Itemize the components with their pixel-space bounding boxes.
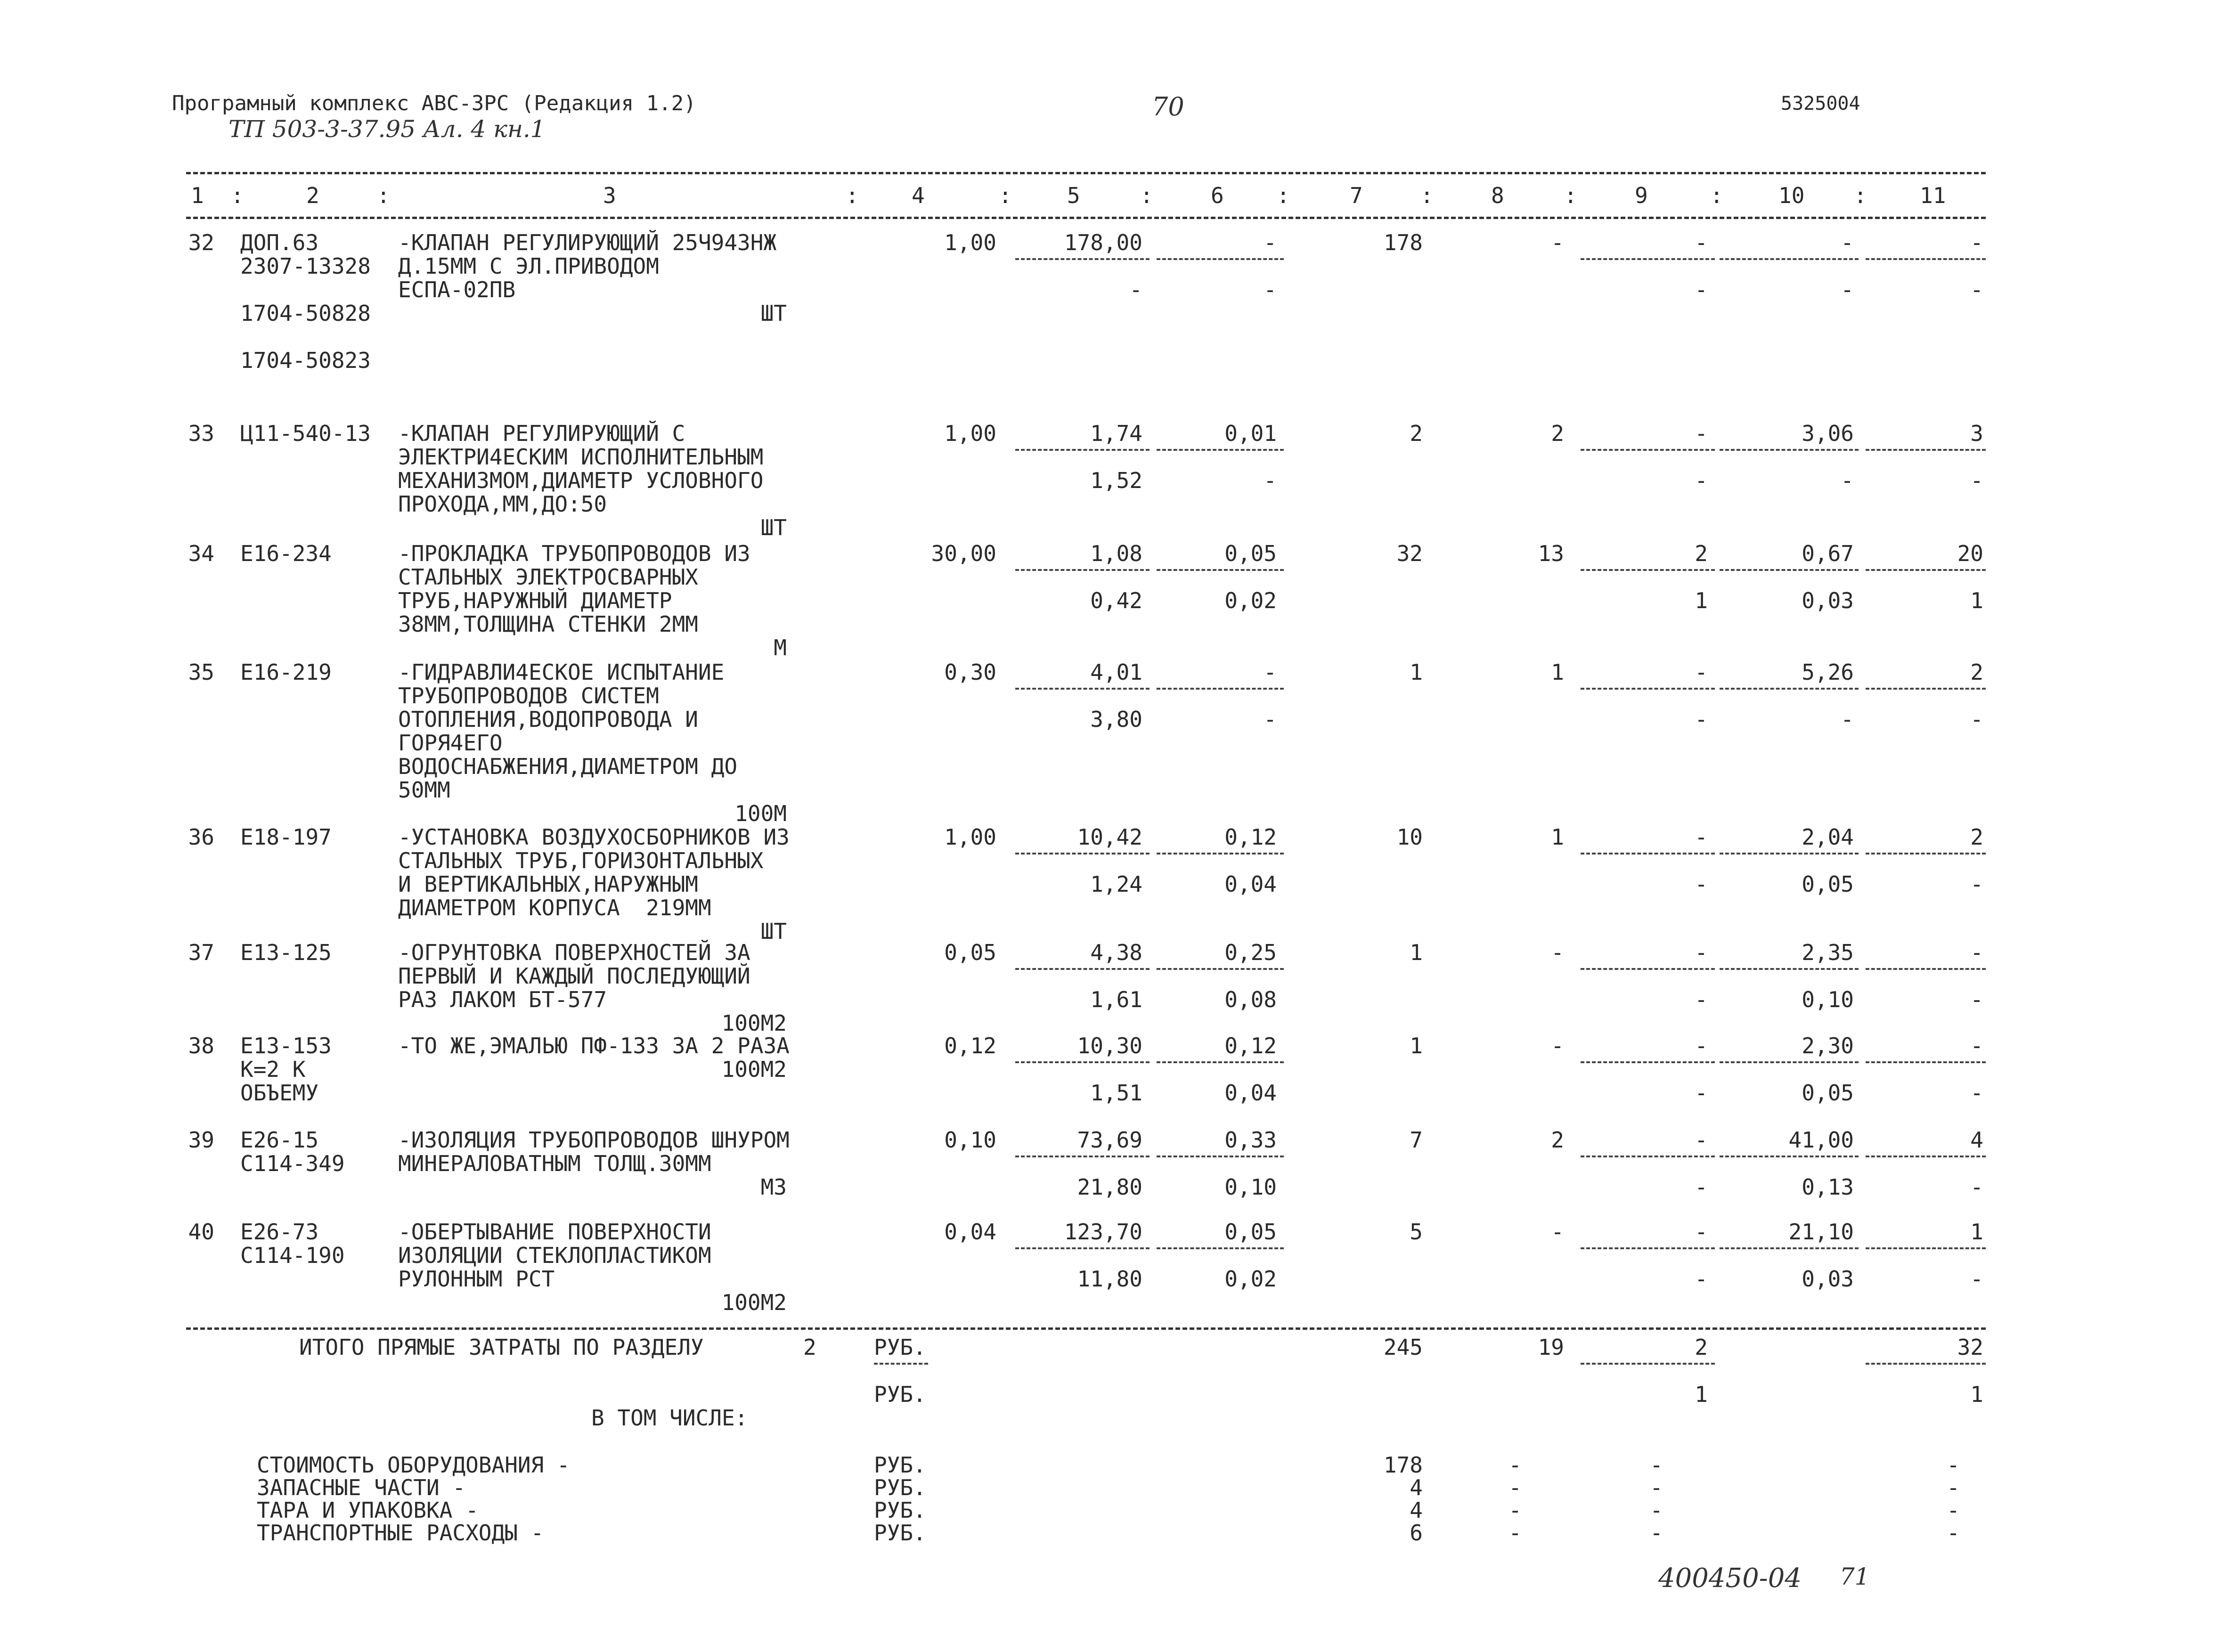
program-title: Програмный комплекс АВС-ЗРС (Редакция 1.2) xyxy=(172,91,696,115)
cell-divider xyxy=(1866,569,1986,571)
column-header-10: 10 xyxy=(1778,183,1805,208)
cell-unit-cost-wage: 1,51 xyxy=(1090,1080,1142,1106)
breakdown-labor: - xyxy=(1947,1497,1960,1523)
column-header-4: 4 xyxy=(912,183,925,208)
totals-label: ИТОГО ПРЯМЫЕ ЗАТРАТЫ ПО РАЗДЕЛУ xyxy=(299,1335,704,1360)
column-header-6: 6 xyxy=(1211,183,1224,208)
column-header-7: 7 xyxy=(1350,183,1363,208)
row-description: ЭЛЕКТРИ4ЕСКИМ ИСПОЛНИТЕЛЬНЫМ xyxy=(398,444,764,470)
cell-quantity: 0,30 xyxy=(944,659,996,685)
cell-operation-wage: - xyxy=(1695,1080,1708,1106)
row-description: ТРУБ,НАРУЖНЫЙ ДИАМЕТР xyxy=(398,588,672,613)
cell-labor-total: 4 xyxy=(1970,1127,1983,1153)
cell-labor-total: 3 xyxy=(1970,421,1983,446)
row-description: ОТОПЛЕНИЯ,ВОДОПРОВОДА И xyxy=(398,707,698,732)
column-header-2: 2 xyxy=(306,183,319,208)
cell-labor: 2,35 xyxy=(1802,940,1854,965)
page-number: 70 xyxy=(1152,92,1184,122)
row-unit: М xyxy=(774,635,787,660)
cell-machine-cost: - xyxy=(1264,230,1277,255)
breakdown-operation: - xyxy=(1650,1520,1663,1546)
cell-labor-total: 2 xyxy=(1970,659,1983,685)
cell-wages: 2 xyxy=(1551,421,1564,446)
cell-unit-cost-wage: 0,42 xyxy=(1090,588,1142,613)
cell-divider xyxy=(1866,258,1986,260)
cell-operation-wage: 1 xyxy=(1695,588,1708,613)
cell-divider xyxy=(1157,449,1284,451)
cell-unit-cost-wage: 21,80 xyxy=(1077,1174,1142,1200)
cell-quantity: 1,00 xyxy=(944,824,996,850)
cell-labor-total-machine: 1 xyxy=(1970,588,1983,613)
breakdown-cost: 4 xyxy=(1410,1475,1423,1500)
cell-wages: - xyxy=(1551,1219,1564,1245)
totals-unit: РУБ. xyxy=(874,1335,926,1360)
row-number: 33 xyxy=(188,421,214,446)
cell-unit-cost: 4,01 xyxy=(1090,659,1142,685)
totals-labor: 32 xyxy=(1957,1335,1983,1360)
cell-divider xyxy=(1720,449,1859,451)
row-unit: ШТ xyxy=(760,515,787,540)
row-number: 40 xyxy=(188,1219,214,1245)
breakdown-wages: - xyxy=(1508,1520,1522,1546)
cell-operation: - xyxy=(1695,1219,1708,1245)
row-description: -КЛАПАН РЕГУЛИРУЮЩИЙ 25Ч943НЖ xyxy=(398,230,777,255)
row-number: 35 xyxy=(188,659,214,685)
cell-divider xyxy=(1015,258,1150,260)
row-unit: 100М xyxy=(734,801,787,826)
breakdown-wages: - xyxy=(1508,1497,1522,1523)
cell-divider xyxy=(1866,968,1986,970)
cell-wages: - xyxy=(1551,1033,1564,1058)
cell-quantity: 0,10 xyxy=(944,1127,996,1153)
row-description: -ОБЕРТЫВАНИЕ ПОВЕРХНОСТИ xyxy=(398,1219,711,1245)
cell-unit-cost-wage: - xyxy=(1129,277,1142,302)
row-description: Д.15ММ С ЭЛ.ПРИВОДОМ xyxy=(398,253,659,279)
row-number: 36 xyxy=(188,824,214,850)
cell-unit-cost: 4,38 xyxy=(1090,940,1142,965)
breakdown-wages: - xyxy=(1508,1452,1522,1478)
row-unit: 100М2 xyxy=(721,1290,787,1315)
cell-labor-total-machine: - xyxy=(1970,468,1983,493)
cell-total-cost: 5 xyxy=(1410,1219,1423,1245)
cell-divider xyxy=(1720,1156,1859,1157)
cell-labor-machine: 0,03 xyxy=(1802,1266,1854,1292)
row-description: МЕХАНИЗМОМ,ДИАМЕТР УСЛОВНОГО xyxy=(398,468,764,493)
cell-divider xyxy=(1015,688,1150,690)
row-code: Е13-153 xyxy=(240,1033,332,1058)
row-code: Ц11-540-13 xyxy=(240,421,371,446)
cell-divider xyxy=(1015,1061,1150,1063)
cell-divider xyxy=(1015,1247,1150,1249)
column-separator: : xyxy=(1854,183,1867,208)
breakdown-label: ТАРА И УПАКОВКА - xyxy=(257,1497,479,1523)
totals-total-cost: 245 xyxy=(1383,1335,1423,1360)
totals-section-number: 2 xyxy=(803,1335,816,1360)
cell-labor: 3,06 xyxy=(1802,421,1854,446)
cell-labor-total-machine: - xyxy=(1970,1080,1983,1106)
cell-machine-cost-wage: - xyxy=(1264,707,1277,732)
cell-labor-total-machine: - xyxy=(1970,277,1983,302)
cell-machine-cost: 0,33 xyxy=(1224,1127,1277,1153)
cell-labor-machine: 0,10 xyxy=(1802,987,1854,1012)
cell-labor: - xyxy=(1841,230,1854,255)
row-description: ПЕРВЫЙ И КАЖДЫЙ ПОСЛЕДУЮЩИЙ xyxy=(398,963,750,989)
cell-quantity: 0,04 xyxy=(944,1219,996,1245)
cell-machine-cost-wage: 0,10 xyxy=(1224,1174,1277,1200)
totals-unit: РУБ. xyxy=(874,1382,926,1407)
cell-machine-cost-wage: - xyxy=(1264,468,1277,493)
cell-unit-cost-wage: 1,52 xyxy=(1090,468,1142,493)
cell-unit-cost: 1,74 xyxy=(1090,421,1142,446)
document-code: 5325004 xyxy=(1781,93,1860,114)
cell-labor-total-machine: - xyxy=(1970,1174,1983,1200)
breakdown-cost: 178 xyxy=(1383,1452,1423,1478)
row-number: 37 xyxy=(188,940,214,965)
totals-wages: 19 xyxy=(1538,1335,1564,1360)
cell-divider xyxy=(1866,449,1986,451)
row-number: 32 xyxy=(188,230,214,255)
cell-divider xyxy=(1720,1247,1859,1249)
breakdown-cost: 6 xyxy=(1410,1520,1423,1546)
cell-labor-total: 1 xyxy=(1970,1219,1983,1245)
totals-operation: 2 xyxy=(1695,1335,1708,1360)
cell-machine-cost: - xyxy=(1264,659,1277,685)
cell-divider xyxy=(1015,1156,1150,1157)
cell-divider xyxy=(1866,1156,1986,1157)
row-code: Е26-73 xyxy=(240,1219,319,1245)
header-top-rule xyxy=(186,172,1986,174)
cell-operation-wage: - xyxy=(1695,1266,1708,1292)
breakdown-labor: - xyxy=(1947,1452,1960,1478)
cell-operation-wage: - xyxy=(1695,707,1708,732)
cell-divider xyxy=(1720,569,1859,571)
cell-divider xyxy=(1157,968,1284,970)
row-description: -ИЗОЛЯЦИЯ ТРУБОПРОВОДОВ ШНУРОМ xyxy=(398,1127,790,1153)
cell-divider xyxy=(1581,853,1715,854)
cell-quantity: 30,00 xyxy=(931,541,996,566)
cell-wages: 2 xyxy=(1551,1127,1564,1153)
row-description: ГОРЯ4ЕГО xyxy=(398,730,503,756)
cell-quantity: 1,00 xyxy=(944,230,996,255)
cell-unit-cost-wage: 11,80 xyxy=(1077,1266,1142,1292)
row-description: ИЗОЛЯЦИИ СТЕКЛОПЛАСТИКОМ xyxy=(398,1243,711,1268)
cell-operation-wage: - xyxy=(1695,987,1708,1012)
cell-labor-total: - xyxy=(1970,1033,1983,1058)
cell-machine-cost: 0,05 xyxy=(1224,541,1277,566)
cell-divider xyxy=(1866,1061,1986,1063)
cell-operation: - xyxy=(1695,940,1708,965)
cell-labor-machine: 0,05 xyxy=(1802,1080,1854,1106)
row-code: С114-190 xyxy=(240,1243,345,1268)
column-header-8: 8 xyxy=(1491,183,1504,208)
cell-unit-cost: 178,00 xyxy=(1064,230,1142,255)
cell-operation: - xyxy=(1695,230,1708,255)
cell-operation: 2 xyxy=(1695,541,1708,566)
row-unit: М3 xyxy=(760,1174,787,1200)
cell-divider xyxy=(1157,258,1284,260)
cell-machine-cost: 0,25 xyxy=(1224,940,1277,965)
column-separator: : xyxy=(999,183,1012,208)
cell-machine-cost-wage: 0,04 xyxy=(1224,1080,1277,1106)
cell-divider xyxy=(1157,688,1284,690)
row-code: 1704-50828 xyxy=(240,301,371,326)
including-label: В ТОМ ЧИСЛЕ: xyxy=(591,1405,748,1431)
breakdown-unit: РУБ. xyxy=(874,1520,926,1546)
cell-divider xyxy=(1720,688,1859,690)
row-description: -УСТАНОВКА ВОЗДУХОСБОРНИКОВ ИЗ xyxy=(398,824,790,850)
cell-divider xyxy=(1720,968,1859,970)
row-description: -ОГРУНТОВКА ПОВЕРХНОСТЕЙ ЗА xyxy=(398,940,750,965)
cell-divider xyxy=(1581,569,1715,571)
cell-total-cost: 178 xyxy=(1383,230,1423,255)
cell-divider xyxy=(1720,853,1859,854)
cell-divider xyxy=(1581,258,1715,260)
cell-unit-cost: 10,30 xyxy=(1077,1033,1142,1058)
row-number: 38 xyxy=(188,1033,214,1058)
header-bottom-rule xyxy=(186,217,1986,219)
cell-unit-cost-wage: 1,24 xyxy=(1090,871,1142,897)
cell-divider xyxy=(1581,968,1715,970)
row-description: -ПРОКЛАДКА ТРУБОПРОВОДОВ ИЗ xyxy=(398,541,750,566)
column-separator: : xyxy=(846,183,859,208)
row-unit: 100М2 xyxy=(721,1010,787,1036)
column-separator: : xyxy=(1140,183,1153,208)
cell-labor: 21,10 xyxy=(1788,1219,1854,1245)
row-description: -ТО ЖЕ,ЭМАЛЬЮ ПФ-133 ЗА 2 РАЗА xyxy=(398,1033,790,1058)
row-code: ДОП.63 xyxy=(240,230,319,255)
row-description: -ГИДРАВЛИ4ЕСКОЕ ИСПЫТАНИЕ xyxy=(398,659,725,685)
column-separator: : xyxy=(1710,183,1723,208)
column-separator: : xyxy=(231,183,244,208)
cell-operation-wage: - xyxy=(1695,871,1708,897)
cell-quantity: 0,05 xyxy=(944,940,996,965)
cell-unit-cost-wage: 3,80 xyxy=(1090,707,1142,732)
breakdown-unit: РУБ. xyxy=(874,1475,926,1500)
cell-divider xyxy=(1581,1247,1715,1249)
row-description: СТАЛЬНЫХ ЭЛЕКТРОСВАРНЫХ xyxy=(398,564,698,590)
cell-divider xyxy=(1866,688,1986,690)
column-header-11: 11 xyxy=(1920,183,1946,208)
row-number: 34 xyxy=(188,541,214,566)
cell-unit-cost: 73,69 xyxy=(1077,1127,1142,1153)
cell-divider xyxy=(1015,968,1150,970)
row-unit: 100М2 xyxy=(721,1057,787,1082)
cell-total-cost: 2 xyxy=(1410,421,1423,446)
column-header-3: 3 xyxy=(603,183,616,208)
cell-total-cost: 1 xyxy=(1410,659,1423,685)
column-header-1: 1 xyxy=(191,183,204,208)
breakdown-wages: - xyxy=(1508,1475,1522,1500)
breakdown-label: ТРАНСПОРТНЫЕ РАСХОДЫ - xyxy=(257,1520,544,1546)
cell-total-cost: 1 xyxy=(1410,1033,1423,1058)
cell-divider xyxy=(1015,853,1150,854)
cell-labor: 0,67 xyxy=(1802,541,1854,566)
cell-divider xyxy=(1157,569,1284,571)
cell-total-cost: 32 xyxy=(1396,541,1423,566)
breakdown-unit: РУБ. xyxy=(874,1452,926,1478)
row-unit: ШТ xyxy=(760,919,787,944)
cell-wages: 13 xyxy=(1538,541,1564,566)
totals-rule xyxy=(186,1327,1986,1330)
cell-labor-machine: 0,13 xyxy=(1802,1174,1854,1200)
cell-operation: - xyxy=(1695,824,1708,850)
column-separator: : xyxy=(1420,183,1434,208)
cell-unit-cost-wage: 1,61 xyxy=(1090,987,1142,1012)
row-code: 1704-50823 xyxy=(240,348,371,373)
cell-divider xyxy=(1157,1247,1284,1249)
row-description: ПРОХОДА,ММ,ДО:50 xyxy=(398,491,607,517)
cell-labor: 2,30 xyxy=(1802,1033,1854,1058)
cell-operation: - xyxy=(1695,1033,1708,1058)
row-description: ЕСПА-02ПВ xyxy=(398,277,516,302)
handwritten-reference: ТП 503-3-37.95 Ал. 4 кн.1 xyxy=(228,115,546,143)
cell-divider xyxy=(1720,258,1859,260)
cell-labor: 41,00 xyxy=(1788,1127,1854,1153)
cell-divider xyxy=(1866,853,1986,854)
cell-operation: - xyxy=(1695,1127,1708,1153)
breakdown-operation: - xyxy=(1650,1475,1663,1500)
breakdown-label: СТОИМОСТЬ ОБОРУДОВАНИЯ - xyxy=(257,1452,570,1478)
cell-labor-total-machine: - xyxy=(1970,987,1983,1012)
row-description: 38ММ,ТОЛЩИНА СТЕНКИ 2ММ xyxy=(398,611,698,637)
cell-unit-cost: 123,70 xyxy=(1064,1219,1142,1245)
handwritten-footer-mark: 71 xyxy=(1840,1563,1870,1590)
cell-wages: 1 xyxy=(1551,824,1564,850)
cell-divider xyxy=(1015,569,1150,571)
cell-operation-wage: - xyxy=(1695,468,1708,493)
breakdown-labor: - xyxy=(1947,1520,1960,1546)
cell-total-cost: 10 xyxy=(1396,824,1423,850)
cell-operation-wage: - xyxy=(1695,277,1708,302)
cell-labor: 5,26 xyxy=(1802,659,1854,685)
cell-divider xyxy=(1581,688,1715,690)
cell-labor-total-machine: - xyxy=(1970,871,1983,897)
cell-wages: - xyxy=(1551,940,1564,965)
cell-divider xyxy=(1157,853,1284,854)
cell-divider xyxy=(1015,449,1150,451)
cell-divider xyxy=(1581,449,1715,451)
row-description: СТАЛЬНЫХ ТРУБ,ГОРИЗОНТАЛЬНЫХ xyxy=(398,848,764,873)
cell-machine-cost-wage: 0,04 xyxy=(1224,871,1277,897)
totals-operation-wage: 1 xyxy=(1695,1382,1708,1407)
cell-machine-cost: 0,05 xyxy=(1224,1219,1277,1245)
cell-quantity: 1,00 xyxy=(944,421,996,446)
row-code: Е16-219 xyxy=(240,659,332,685)
totals-labor-machine: 1 xyxy=(1970,1382,1983,1407)
cell-machine-cost-wage: 0,08 xyxy=(1224,987,1277,1012)
row-description: -КЛАПАН РЕГУЛИРУЮЩИЙ С xyxy=(398,421,685,446)
cell-labor-total: - xyxy=(1970,230,1983,255)
row-code: Е16-234 xyxy=(240,541,332,566)
row-description: РАЗ ЛАКОМ БТ-577 xyxy=(398,987,607,1012)
cell-operation: - xyxy=(1695,421,1708,446)
cell-divider xyxy=(1581,1061,1715,1063)
cell-divider xyxy=(1581,1156,1715,1157)
row-description: И ВЕРТИКАЛЬНЫХ,НАРУЖНЫМ xyxy=(398,871,698,897)
breakdown-cost: 4 xyxy=(1410,1497,1423,1523)
breakdown-label: ЗАПАСНЫЕ ЧАСТИ - xyxy=(257,1475,466,1500)
row-code: С114-349 xyxy=(240,1151,345,1176)
cell-divider xyxy=(1866,1363,1986,1365)
breakdown-operation: - xyxy=(1650,1497,1663,1523)
row-description: 50ММ xyxy=(398,777,450,803)
row-description: ВОДОСНАБЖЕНИЯ,ДИАМЕТРОМ ДО xyxy=(398,754,738,779)
row-code: ОБЪЕМУ xyxy=(240,1080,319,1106)
column-header-5: 5 xyxy=(1067,183,1080,208)
breakdown-labor: - xyxy=(1947,1475,1960,1500)
cell-divider xyxy=(1866,1247,1986,1249)
cell-divider xyxy=(874,1363,928,1365)
cell-labor-total: 20 xyxy=(1957,541,1983,566)
cell-labor-total-machine: - xyxy=(1970,1266,1983,1292)
column-header-9: 9 xyxy=(1635,183,1648,208)
cell-total-cost: 1 xyxy=(1410,940,1423,965)
cell-machine-cost-wage: - xyxy=(1264,277,1277,302)
cell-quantity: 0,12 xyxy=(944,1033,996,1058)
cell-machine-cost: 0,12 xyxy=(1224,1033,1277,1058)
cell-divider xyxy=(1157,1061,1284,1063)
row-description: МИНЕРАЛОВАТНЫМ ТОЛЩ.30ММ xyxy=(398,1151,711,1176)
cell-total-cost: 7 xyxy=(1410,1127,1423,1153)
cell-labor-total: 2 xyxy=(1970,824,1983,850)
breakdown-operation: - xyxy=(1650,1452,1663,1478)
cell-machine-cost-wage: 0,02 xyxy=(1224,588,1277,613)
cell-labor-machine: 0,05 xyxy=(1802,871,1854,897)
row-unit: ШТ xyxy=(760,301,787,326)
row-code: Е26-15 xyxy=(240,1127,319,1153)
row-code: Е18-197 xyxy=(240,824,332,850)
cell-wages: - xyxy=(1551,230,1564,255)
row-description: ТРУБОПРОВОДОВ СИСТЕМ xyxy=(398,683,659,708)
row-description: ДИАМЕТРОМ КОРПУСА 219ММ xyxy=(398,895,711,920)
cell-labor-machine: 0,03 xyxy=(1802,588,1854,613)
cell-unit-cost: 10,42 xyxy=(1077,824,1142,850)
cell-unit-cost: 1,08 xyxy=(1090,541,1142,566)
cell-operation: - xyxy=(1695,659,1708,685)
cell-labor-total: - xyxy=(1970,940,1983,965)
cell-labor-total-machine: - xyxy=(1970,707,1983,732)
cell-machine-cost: 0,12 xyxy=(1224,824,1277,850)
cell-divider xyxy=(1720,1061,1859,1063)
handwritten-footer-code: 400450-04 xyxy=(1658,1563,1802,1594)
cell-machine-cost: 0,01 xyxy=(1224,421,1277,446)
column-separator: : xyxy=(377,183,390,208)
row-code: Е13-125 xyxy=(240,940,332,965)
cell-labor: 2,04 xyxy=(1802,824,1854,850)
column-separator: : xyxy=(1277,183,1290,208)
cell-labor-machine: - xyxy=(1841,277,1854,302)
cell-labor-machine: - xyxy=(1841,707,1854,732)
cell-machine-cost-wage: 0,02 xyxy=(1224,1266,1277,1292)
cell-divider xyxy=(1157,1156,1284,1157)
row-number: 39 xyxy=(188,1127,214,1153)
row-code: К=2 К xyxy=(240,1057,306,1082)
cell-operation-wage: - xyxy=(1695,1174,1708,1200)
row-code: 2307-13328 xyxy=(240,253,371,279)
cell-wages: 1 xyxy=(1551,659,1564,685)
breakdown-unit: РУБ. xyxy=(874,1497,926,1523)
cell-divider xyxy=(1581,1363,1715,1365)
row-description: РУЛОННЫМ РСТ xyxy=(398,1266,555,1292)
column-separator: : xyxy=(1564,183,1577,208)
cell-labor-machine: - xyxy=(1841,468,1854,493)
